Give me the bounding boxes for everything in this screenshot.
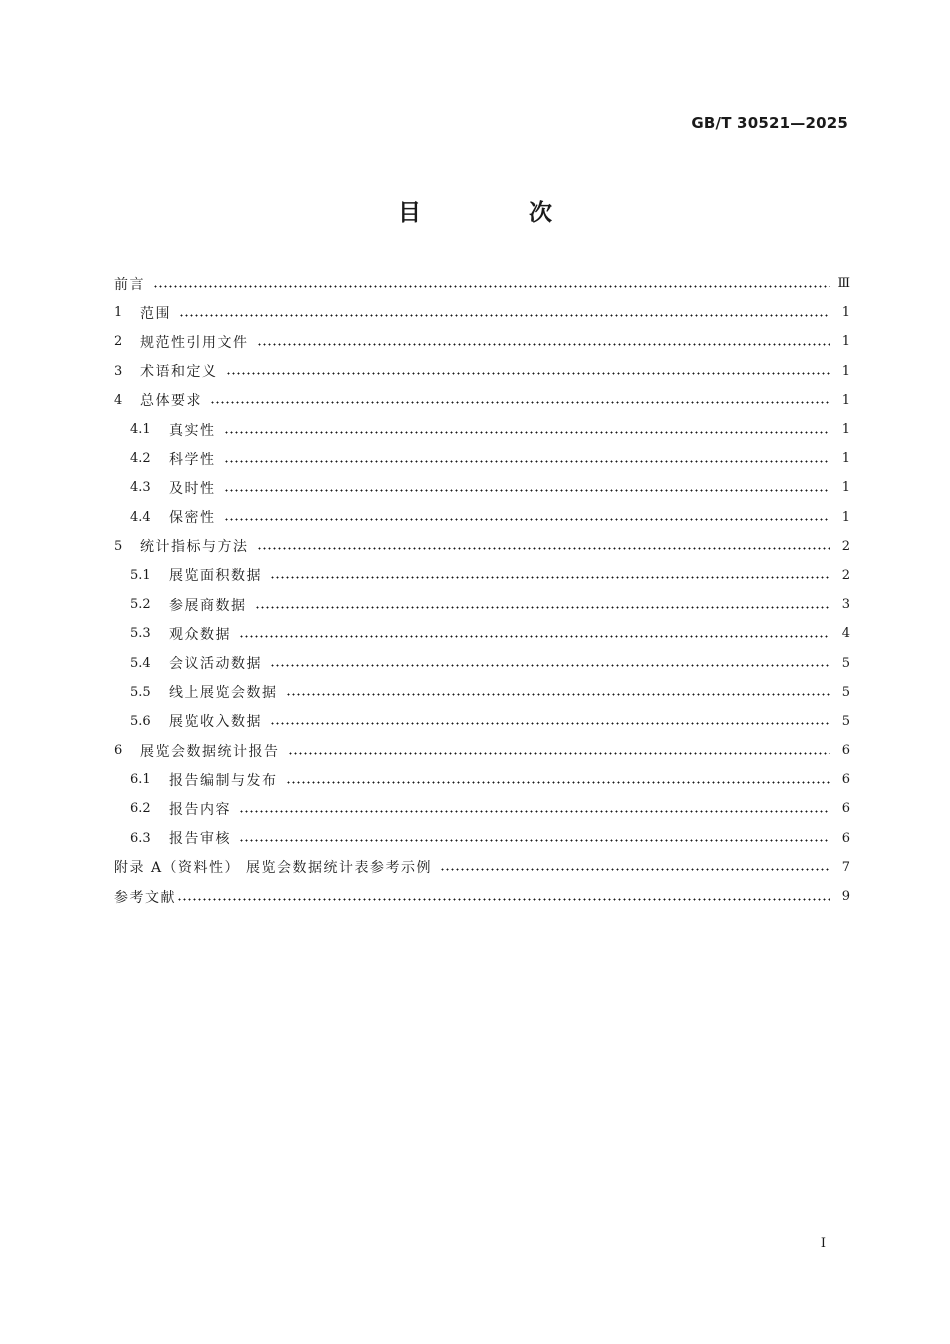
toc-entry-page: 4 (841, 626, 850, 642)
toc-entry[interactable] (114, 532, 850, 561)
toc-entry-page: 2 (841, 567, 850, 583)
toc-entry-page: 5 (841, 684, 850, 700)
toc-entry[interactable] (114, 824, 850, 853)
toc-entry-page: 9 (841, 889, 850, 905)
toc-leader (255, 598, 831, 612)
toc-leader (239, 627, 830, 641)
toc-leader (224, 423, 831, 437)
toc-entry-number: 5.5 (130, 684, 151, 700)
toc-entry-number: 5 (114, 538, 123, 554)
toc-leader (239, 831, 830, 845)
toc-leader (239, 802, 830, 816)
toc-entry[interactable] (114, 327, 850, 356)
toc-entry-page: Ⅲ (837, 276, 850, 292)
toc-entry-number: 5.4 (130, 655, 151, 671)
toc-entry-label: 报告编制与发布 (169, 772, 278, 789)
toc-entry[interactable] (114, 765, 850, 794)
toc-entry-page: 6 (841, 772, 850, 788)
toc-entry-number: 4 (114, 392, 123, 408)
toc-entry-label: 展览会数据统计报告 (140, 743, 280, 760)
toc-entry-label: 统计指标与方法 (140, 539, 249, 556)
toc-leader (224, 481, 831, 495)
toc-entry-label: 保密性 (169, 510, 216, 527)
toc-entry-number: 5.2 (130, 597, 151, 613)
toc-entry-number: 4.3 (130, 480, 151, 496)
toc-entry[interactable] (114, 298, 850, 327)
toc-leader (177, 890, 830, 904)
toc-entry-number: 5.1 (130, 567, 151, 583)
toc-entry-label: 真实性 (169, 422, 216, 439)
toc-leader (270, 714, 830, 728)
toc-entry-page: 6 (841, 830, 850, 846)
toc-entry[interactable] (114, 357, 850, 386)
toc-entry[interactable] (114, 853, 850, 882)
toc-entry-label: 展览面积数据 (169, 568, 262, 585)
toc-entry-page: 2 (841, 538, 850, 554)
toc-entry-page: 5 (841, 713, 850, 729)
toc-entry[interactable] (114, 503, 850, 532)
toc-entry-number: 6.3 (130, 830, 151, 846)
toc-entry-label: 报告内容 (169, 801, 231, 818)
toc-entry-label: 规范性引用文件 (140, 334, 249, 351)
toc-entry[interactable] (114, 473, 850, 502)
toc-entry[interactable] (114, 736, 850, 765)
toc-leader (210, 393, 830, 407)
table-of-contents (114, 269, 850, 911)
toc-entry-label: 总体要求 (140, 393, 202, 410)
toc-entry-page: 1 (841, 305, 850, 321)
toc-entry[interactable] (114, 415, 850, 444)
toc-entry-label: 前言 (114, 276, 145, 293)
toc-entry-label: 术语和定义 (140, 364, 218, 381)
toc-entry-number: 2 (114, 334, 123, 350)
toc-entry-page: 7 (841, 859, 850, 875)
toc-entry-number: 6.2 (130, 801, 151, 817)
toc-entry-label: 及时性 (169, 480, 216, 497)
toc-entry-page: 6 (841, 743, 850, 759)
toc-entry-number: 4.2 (130, 451, 151, 467)
toc-entry-page: 3 (841, 597, 850, 613)
toc-entry-number: 6.1 (130, 772, 151, 788)
toc-entry-number: 3 (114, 363, 123, 379)
toc-entry-label: 附录 A（资料性） 展览会数据统计表参考示例 (114, 860, 433, 877)
toc-leader (153, 277, 830, 291)
toc-entry-label: 观众数据 (169, 626, 231, 643)
toc-entry-label: 科学性 (169, 451, 216, 468)
toc-leader (224, 452, 831, 466)
toc-entry[interactable] (114, 707, 850, 736)
toc-entry-label: 线上展览会数据 (169, 685, 278, 702)
toc-entry-number: 4.4 (130, 509, 151, 525)
toc-entry[interactable] (114, 590, 850, 619)
toc-entry-page: 1 (841, 334, 850, 350)
toc-leader (270, 568, 830, 582)
toc-entry-label: 参考文献 (114, 889, 176, 906)
toc-entry-page: 1 (841, 422, 850, 438)
toc-entry-label: 展览收入数据 (169, 714, 262, 731)
toc-entry[interactable] (114, 882, 850, 911)
toc-leader (286, 685, 831, 699)
toc-entry-number: 5.3 (130, 626, 151, 642)
toc-entry[interactable] (114, 794, 850, 823)
page-number: Ⅰ (820, 1236, 826, 1251)
toc-entry-page: 1 (841, 451, 850, 467)
toc-entry-page: 5 (841, 655, 850, 671)
toc-entry[interactable] (114, 561, 850, 590)
toc-entry-number: 4.1 (130, 422, 151, 438)
toc-entry-number: 6 (114, 743, 123, 759)
toc-entry-page: 1 (841, 480, 850, 496)
toc-leader (226, 364, 831, 378)
toc-leader (288, 744, 831, 758)
toc-entry-page: 1 (841, 363, 850, 379)
toc-entry-label: 报告审核 (169, 831, 231, 848)
toc-leader (257, 335, 831, 349)
toc-entry[interactable] (114, 619, 850, 648)
toc-leader (179, 306, 830, 320)
toc-entry[interactable] (114, 678, 850, 707)
toc-entry[interactable] (114, 648, 850, 677)
toc-entry[interactable] (114, 444, 850, 473)
toc-leader (440, 860, 830, 874)
toc-entry[interactable] (114, 269, 850, 298)
toc-leader (270, 656, 830, 670)
toc-entry[interactable] (114, 386, 850, 415)
toc-entry-page: 1 (841, 509, 850, 525)
toc-leader (286, 773, 831, 787)
toc-entry-label: 范围 (140, 305, 171, 322)
page-title: 目 次 (397, 200, 602, 226)
toc-entry-label: 会议活动数据 (169, 656, 262, 673)
toc-leader (224, 510, 831, 524)
toc-entry-page: 1 (841, 392, 850, 408)
toc-leader (257, 539, 831, 553)
toc-entry-label: 参展商数据 (169, 597, 247, 614)
standard-number: GB/T 30521—2025 (691, 114, 848, 132)
toc-entry-number: 5.6 (130, 713, 151, 729)
toc-entry-number: 1 (114, 305, 123, 321)
toc-entry-page: 6 (841, 801, 850, 817)
